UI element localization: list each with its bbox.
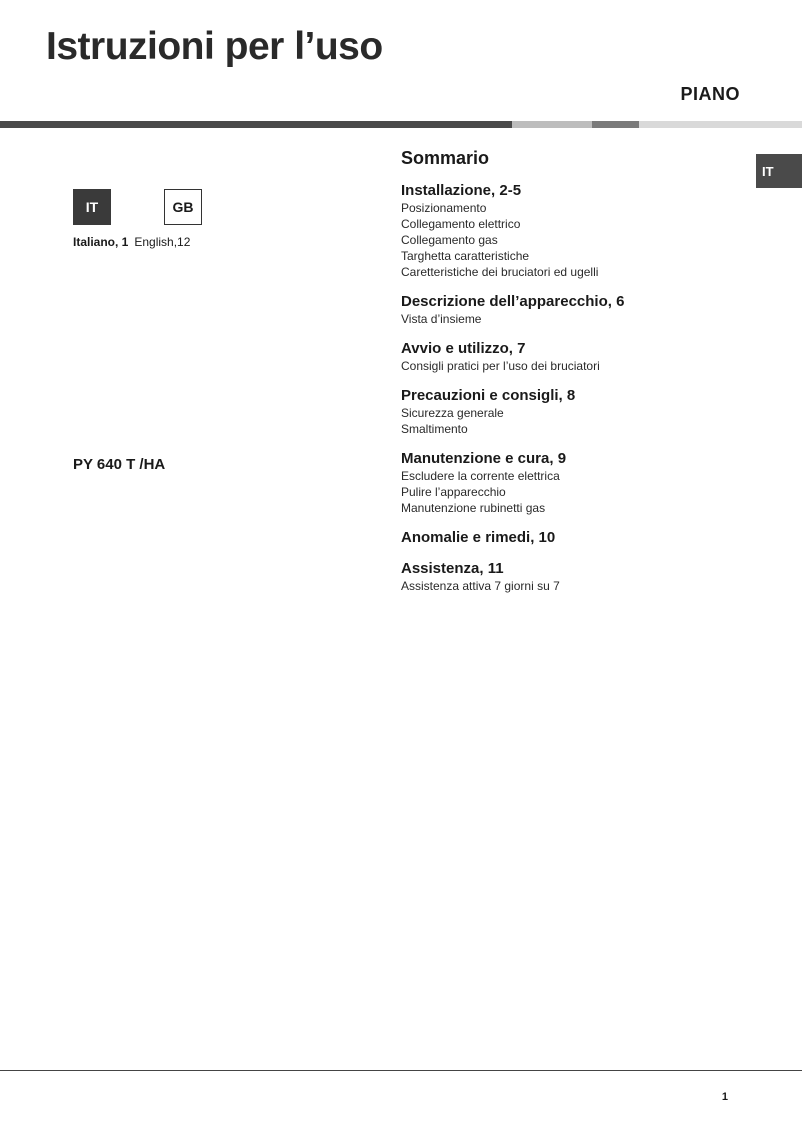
- language-selector-gb[interactable]: GB: [164, 189, 202, 225]
- page-title: Istruzioni per l’uso: [46, 25, 383, 68]
- toc-section-item: Manutenzione rubinetti gas: [401, 501, 546, 515]
- toc-section-title[interactable]: Manutenzione e cura, 9: [401, 450, 567, 467]
- toc-section-title[interactable]: Installazione, 2-5: [401, 182, 522, 199]
- toc-section-title[interactable]: Anomalie e rimedi, 10: [401, 529, 556, 546]
- language-side-tab: IT: [756, 154, 802, 188]
- toc-section-item: Pulire l’apparecchio: [401, 485, 506, 499]
- toc-section: [401, 529, 751, 547]
- toc-section-item: Smaltimento: [401, 422, 468, 436]
- header-divider-dark: [0, 121, 512, 128]
- header-divider-mid: [592, 121, 639, 128]
- toc-section: [401, 560, 751, 594]
- language-labels: [73, 235, 190, 249]
- toc-section-item: Collegamento elettrico: [401, 217, 521, 231]
- toc-section-title[interactable]: Precauzioni e consigli, 8: [401, 387, 576, 404]
- toc-section-item: Posizionamento: [401, 201, 487, 215]
- toc-section-item: Sicurezza generale: [401, 406, 504, 420]
- toc-section-item: Collegamento gas: [401, 233, 498, 247]
- toc-sections: [401, 182, 751, 594]
- toc-section-title[interactable]: Assistenza, 11: [401, 560, 504, 577]
- page-number: 1: [721, 1091, 728, 1103]
- language-label-english[interactable]: English,12: [134, 235, 191, 249]
- toc-section: [401, 387, 751, 437]
- toc-section-item: Assistenza attiva 7 giorni su 7: [401, 579, 560, 593]
- toc-section: [401, 450, 751, 516]
- language-label-italian[interactable]: Italiano, 1: [73, 235, 129, 249]
- product-type: PIANO: [680, 84, 740, 104]
- toc-section-item: Caretteristiche dei bruciatori ed ugelli: [401, 265, 599, 279]
- toc-title: Sommario: [401, 148, 490, 168]
- toc-section-item: Escludere la corrente elettrica: [401, 469, 560, 483]
- toc-section-item: Vista d’insieme: [401, 312, 482, 326]
- toc-section-title[interactable]: Descrizione dell’apparecchio, 6: [401, 293, 625, 310]
- table-of-contents: [401, 148, 751, 607]
- toc-section-item: Targhetta caratteristiche: [401, 249, 530, 263]
- toc-section: [401, 340, 751, 374]
- header-divider-light: [512, 121, 592, 128]
- header-divider-lighter: [639, 121, 802, 128]
- footer-rule: [0, 1070, 802, 1071]
- toc-section: [401, 293, 751, 327]
- toc-section: [401, 182, 751, 280]
- model-code: PY 640 T /HA: [73, 456, 166, 473]
- toc-section-title[interactable]: Avvio e utilizzo, 7: [401, 340, 526, 357]
- language-selector-it[interactable]: IT: [73, 189, 111, 225]
- toc-section-item: Consigli pratici per l’uso dei bruciatori: [401, 359, 600, 373]
